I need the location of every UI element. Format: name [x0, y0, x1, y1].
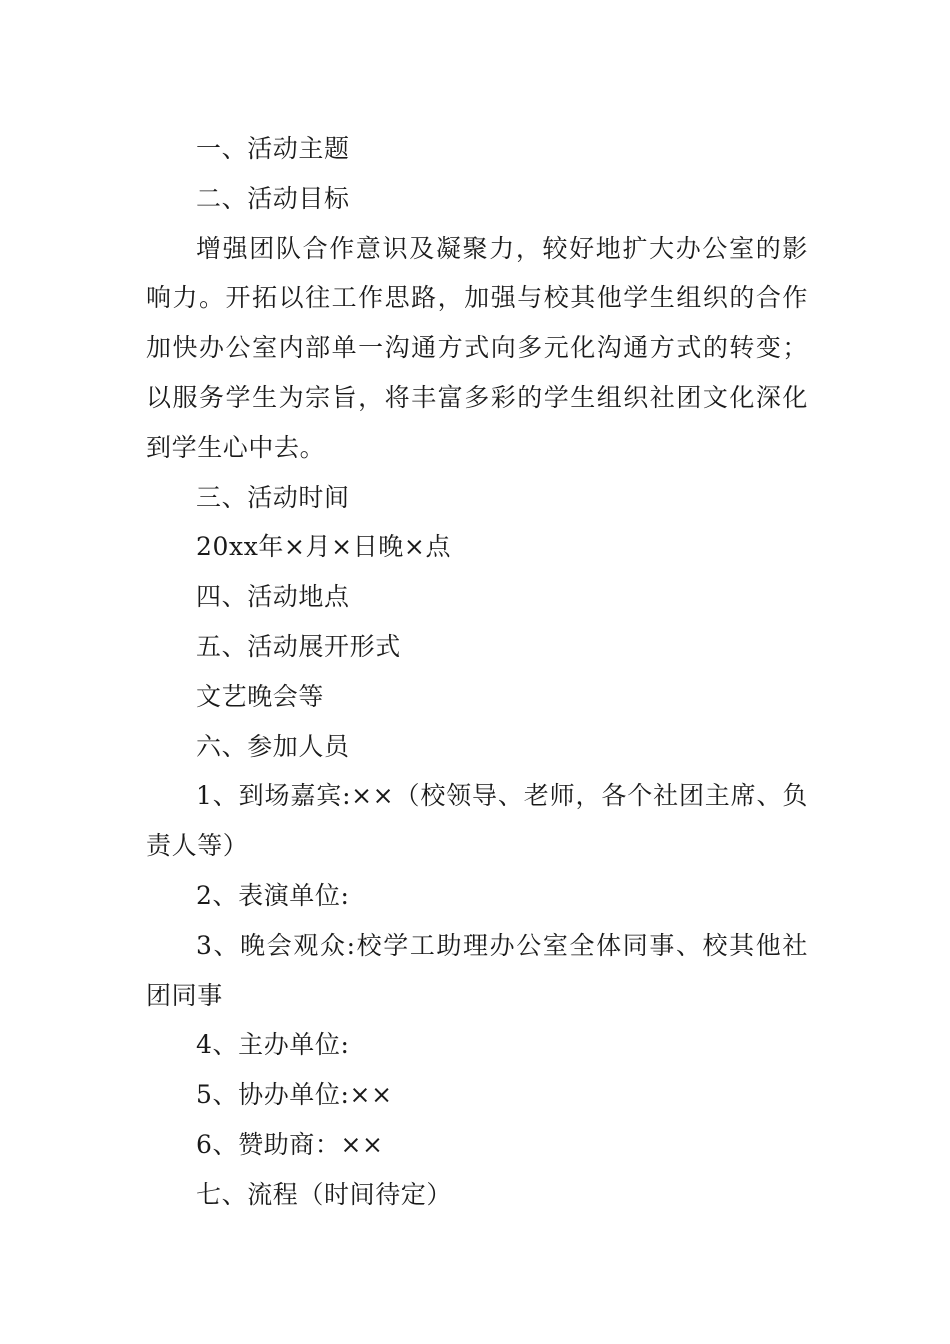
heading-activity-time: 三、活动时间 — [196, 482, 350, 512]
paragraph-activity-goal: 增强团队合作意识及凝聚力，较好地扩大办公室的影响力。开拓以往工作思路，加强与校其他学生组织的合作加快办公室内部单一沟通方式向多元化沟通方式的转变；以服务学生为宗旨，将丰富多彩的学生组织社团文化深化到学生心中去。 — [146, 233, 808, 462]
list-item-co-organizer: 5、协办单位:×× — [196, 1080, 393, 1110]
paragraph-activity-time: 20xx年×月×日晚×点 — [196, 532, 452, 562]
list-item-performers: 2、表演单位: — [196, 880, 350, 910]
document-body — [146, 124, 808, 1220]
list-item-sponsor: 6、赞助商：×× — [196, 1129, 384, 1159]
heading-activity-format: 五、活动展开形式 — [196, 631, 401, 661]
heading-activity-location: 四、活动地点 — [196, 582, 350, 612]
list-item-audience: 3、晚会观众:校学工助理办公室全体同事、校其他社团同事 — [146, 930, 808, 1010]
heading-activity-goal: 二、活动目标 — [196, 183, 350, 213]
heading-schedule: 七、流程（时间待定） — [196, 1179, 453, 1209]
list-item-organizer: 4、主办单位: — [196, 1030, 350, 1060]
heading-participants: 六、参加人员 — [196, 731, 350, 761]
paragraph-activity-format: 文艺晚会等 — [196, 681, 325, 711]
heading-activity-theme: 一、活动主题 — [196, 134, 350, 163]
list-item-guests: 1、到场嘉宾:××（校领导、老师，各个社团主席、负责人等） — [146, 781, 808, 861]
